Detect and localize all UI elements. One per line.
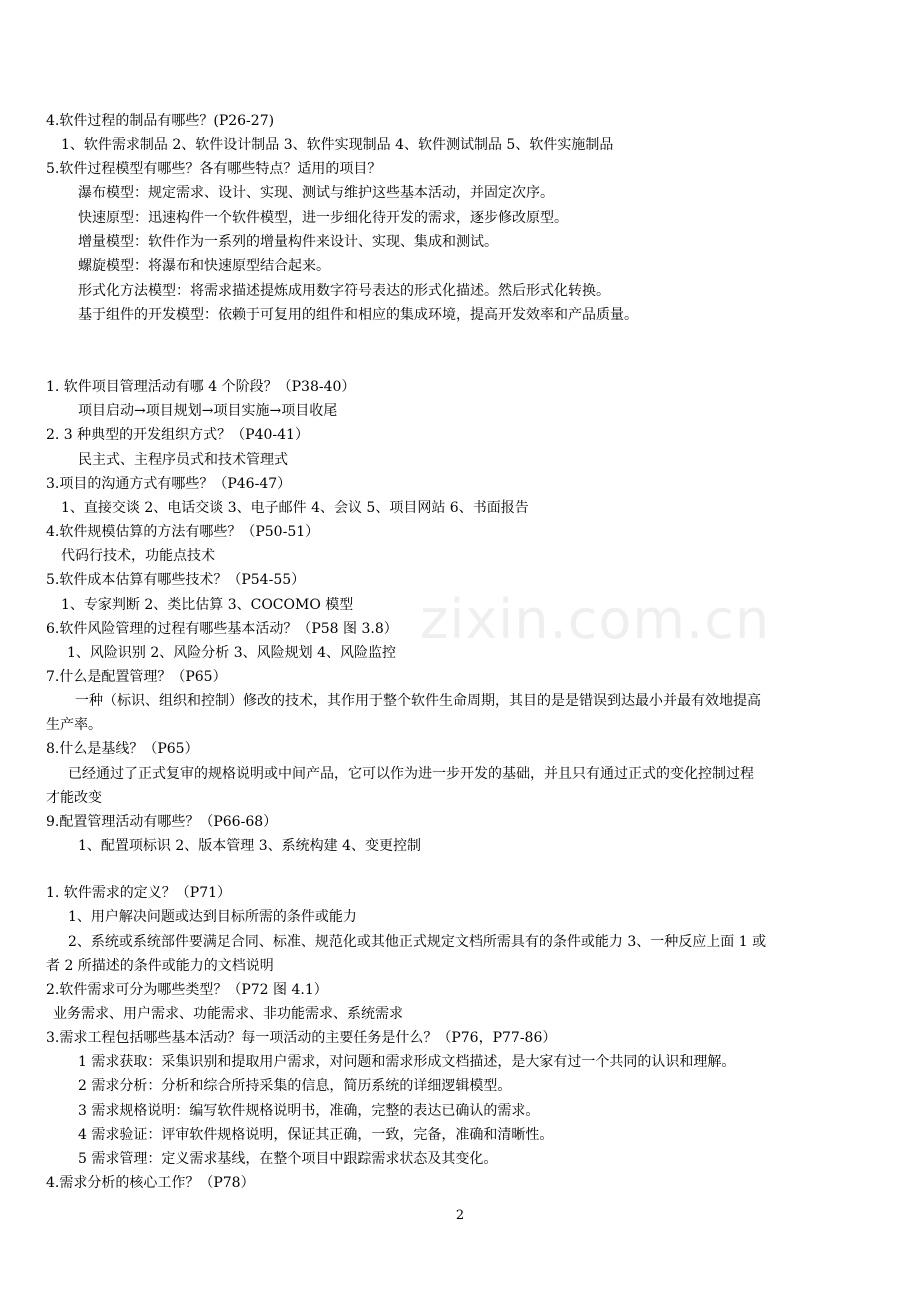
text-line: 4 需求验证：评审软件规格说明，保证其正确，一致，完备，准确和清晰性。 [78, 1127, 554, 1143]
text-line: 才能改变 [46, 790, 102, 806]
text-line: 5.软件成本估算有哪些技术？（P54-55） [46, 572, 306, 588]
text-line: 4.软件规模估算的方法有哪些？（P50-51） [46, 524, 320, 540]
text-line: 瀑布模型：规定需求、设计、实现、测试与维护这些基本活动，并固定次序。 [78, 185, 554, 201]
text-line: 快速原型：迅速构件一个软件模型，进一步细化待开发的需求，逐步修改原型。 [78, 210, 568, 226]
text-line: 代码行技术，功能点技术 [61, 548, 215, 564]
text-line: 4.需求分析的核心工作？（P78） [46, 1175, 255, 1191]
text-line: 增量模型：软件作为一系列的增量构件来设计、实现、集成和测试。 [78, 234, 498, 250]
text-line: 4.软件过程的制品有哪些？(P26-27) [46, 113, 275, 129]
text-line: 6.软件风险管理的过程有哪些基本活动？（P58 图 3.8） [46, 621, 398, 637]
text-line: 1、配置项标识 2、版本管理 3、系统构建 4、变更控制 [78, 838, 421, 854]
text-line: 1、专家判断 2、类比估算 3、COCOMO 模型 [61, 597, 354, 613]
page-number: 2 [455, 1208, 465, 1223]
text-line: 1 需求获取：采集识别和提取用户需求，对问题和需求形成文档描述，是大家有过一个共同的认识和理解。 [78, 1054, 736, 1070]
text-line: 5 需求管理：定义需求基线，在整个项目中跟踪需求状态及其变化。 [78, 1151, 498, 1167]
text-line: 者 2 所描述的条件或能力的文档说明 [46, 958, 274, 974]
text-line: 形式化方法模型：将需求描述提炼成用数字符号表达的形式化描述。然后形式化转换。 [78, 283, 610, 299]
text-line: 螺旋模型：将瀑布和快速原型结合起来。 [78, 258, 330, 274]
text-line: 2.软件需求可分为哪些类型？（P72 图 4.1） [46, 982, 328, 998]
text-line: 基于组件的开发模型：依赖于可复用的组件和相应的集成环境，提高开发效率和产品质量。 [78, 307, 638, 323]
text-line: 1、用户解决问题或达到目标所需的条件或能力 [68, 909, 357, 925]
text-line: 1、风险识别 2、风险分析 3、风险规划 4、风险监控 [67, 645, 396, 661]
text-line: 3.项目的沟通方式有哪些？（P46-47） [46, 476, 292, 492]
watermark: zixin.com.cn [420, 588, 771, 651]
text-line: 业务需求、用户需求、功能需求、非功能需求、系统需求 [53, 1006, 403, 1022]
text-line: 3.需求工程包括哪些基本活动？每一项活动的主要任务是什么？（P76，P77-86） [46, 1030, 557, 1046]
text-line: 7.什么是配置管理？（P65） [46, 669, 227, 685]
text-line: 民主式、主程序员式和技术管理式 [78, 452, 288, 468]
text-line: 生产率。 [46, 717, 102, 733]
text-line: 2 需求分析：分析和综合所持采集的信息，简历系统的详细逻辑模型。 [78, 1078, 512, 1094]
text-line: 1、直接交谈 2、电话交谈 3、电子邮件 4、会议 5、项目网站 6、书面报告 [61, 500, 529, 516]
text-line: 已经通过了正式复审的规格说明或中间产品，它可以作为进一步开发的基础，并且只有通过正式的变化控制过程 [68, 766, 754, 782]
text-line: 1. 软件需求的定义？（P71） [46, 885, 232, 901]
text-line: 1. 软件项目管理活动有哪 4 个阶段？（P38-40） [46, 379, 356, 395]
text-line: 9.配置管理活动有哪些？（P66-68） [46, 814, 278, 830]
text-line: 8.什么是基线？（P65） [46, 741, 199, 757]
text-line: 1、软件需求制品 2、软件设计制品 3、软件实现制品 4、软件测试制品 5、软件实施制品 [61, 137, 614, 153]
text-line: 2、系统或系统部件要满足合同、标准、规范化或其他正式规定文档所需具有的条件或能力 3、一种反应上面 1 或 [68, 934, 767, 950]
text-line: 项目启动→项目规划→项目实施→项目收尾 [78, 403, 338, 419]
text-line: 3 需求规格说明：编写软件规格说明书，准确，完整的表达已确认的需求。 [78, 1103, 540, 1119]
text-line: 5.软件过程模型有哪些？各有哪些特点？适用的项目？ [46, 161, 382, 177]
text-line: 一种（标识、组织和控制）修改的技术，其作用于整个软件生命周期，其目的是是错误到达最小并最有效地提高 [75, 693, 761, 709]
text-line: 2. 3 种典型的开发组织方式？（P40-41） [46, 427, 309, 443]
